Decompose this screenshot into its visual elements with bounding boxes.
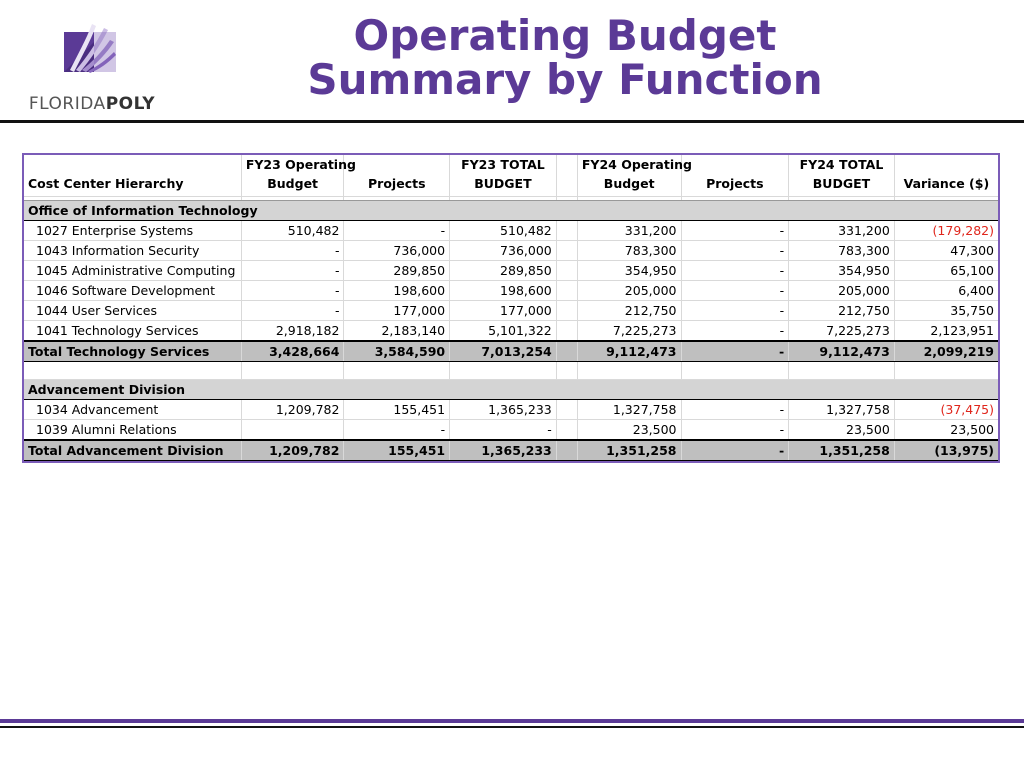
value-cell: 1,351,258 (577, 440, 681, 461)
spacer-row (24, 362, 998, 380)
column-header-line: BUDGET (812, 176, 871, 191)
logo-mark-icon (60, 18, 118, 90)
value-cell: 736,000 (344, 241, 450, 261)
spacer-cell (450, 362, 557, 380)
gap-cell (556, 301, 577, 321)
value-cell: 736,000 (450, 241, 557, 261)
table-row (24, 261, 998, 281)
spacer-cell (577, 362, 681, 380)
value-cell: (13,975) (894, 440, 998, 461)
budget-table-frame (22, 153, 1000, 463)
value-cell: 1,209,782 (241, 400, 344, 420)
value-cell: 1,327,758 (577, 400, 681, 420)
value-cell: - (241, 241, 344, 261)
value-cell: 289,850 (344, 261, 450, 281)
spacer-cell (344, 362, 450, 380)
column-header-line (28, 155, 237, 174)
value-cell: 7,013,254 (450, 341, 557, 362)
column-header-line: Projects (706, 176, 764, 191)
gap-cell (556, 440, 577, 461)
column-header-line: Budget (603, 176, 655, 191)
title-line-2: Summary by Function (307, 55, 823, 104)
value-cell: 354,950 (577, 261, 681, 281)
value-cell: - (681, 400, 789, 420)
value-cell: - (681, 261, 789, 281)
value-cell (241, 420, 344, 441)
value-cell: 23,500 (577, 420, 681, 441)
value-cell: 6,400 (894, 281, 998, 301)
column-header-line: FY24 Operating (581, 157, 692, 172)
logo-wordmark (22, 94, 162, 114)
value-cell: 1,365,233 (450, 440, 557, 461)
value-cell: - (681, 281, 789, 301)
value-cell: 205,000 (789, 281, 895, 301)
value-cell: - (241, 281, 344, 301)
value-cell: 5,101,322 (450, 321, 557, 342)
header-row (24, 155, 998, 197)
table-row (24, 241, 998, 261)
value-cell: 289,850 (450, 261, 557, 281)
value-cell: 331,200 (789, 221, 895, 241)
value-cell: 2,183,140 (344, 321, 450, 342)
florida-poly-logo (22, 14, 162, 114)
section-title: Advancement Division (24, 380, 998, 400)
column-header-line (899, 155, 994, 174)
column-header-line: Projects (368, 176, 426, 191)
spacer-cell (556, 362, 577, 380)
logo-text-florida: FLORIDA (28, 94, 106, 114)
gap-cell (556, 281, 577, 301)
value-cell: 1,327,758 (789, 400, 895, 420)
spacer-cell (681, 362, 789, 380)
row-label: 1046 Software Development (24, 281, 241, 301)
budget-table (24, 155, 998, 461)
column-header (577, 155, 692, 197)
value-cell: 65,100 (894, 261, 998, 281)
logo-text-poly: POLY (105, 94, 156, 114)
column-header-line: FY24 TOTAL (799, 157, 884, 172)
value-cell: 1,209,782 (241, 440, 344, 461)
row-label: 1039 Alumni Relations (24, 420, 241, 441)
value-cell: 783,300 (789, 241, 895, 261)
value-cell: 1,365,233 (450, 400, 557, 420)
value-cell: 2,123,951 (894, 321, 998, 342)
total-row (24, 341, 998, 362)
column-header-line: Variance ($) (903, 176, 990, 191)
gap-cell (556, 400, 577, 420)
value-cell: - (681, 341, 789, 362)
value-cell: - (681, 321, 789, 342)
spacer-cell (241, 362, 344, 380)
table-body (24, 201, 998, 461)
column-header-line (561, 155, 573, 174)
table-row (24, 420, 998, 441)
section-header-row (24, 380, 998, 400)
value-cell: 331,200 (577, 221, 681, 241)
value-cell: - (241, 301, 344, 321)
value-cell: 7,225,273 (789, 321, 895, 342)
value-cell: - (344, 420, 450, 441)
value-cell: 9,112,473 (789, 341, 895, 362)
value-cell: 198,600 (344, 281, 450, 301)
section-title: Office of Information Technology (24, 201, 998, 221)
value-cell: 177,000 (344, 301, 450, 321)
spacer-cell (894, 362, 998, 380)
value-cell: 155,451 (344, 440, 450, 461)
value-cell: 7,225,273 (577, 321, 681, 342)
gap-cell (556, 420, 577, 441)
value-cell: 205,000 (577, 281, 681, 301)
column-header (450, 155, 557, 197)
value-cell: 510,482 (241, 221, 344, 241)
value-cell: 155,451 (344, 400, 450, 420)
value-cell: 35,750 (894, 301, 998, 321)
gap-cell (556, 321, 577, 342)
value-cell: - (241, 261, 344, 281)
value-cell: - (450, 420, 557, 441)
value-cell: - (681, 301, 789, 321)
gap-cell (556, 221, 577, 241)
column-header (556, 155, 577, 197)
row-label: 1045 Administrative Computing (24, 261, 241, 281)
value-cell: - (681, 221, 789, 241)
value-cell: - (681, 440, 789, 461)
row-label: 1041 Technology Services (24, 321, 241, 342)
column-header-line (561, 174, 573, 193)
gap-cell (556, 261, 577, 281)
value-cell: 23,500 (894, 420, 998, 441)
value-cell: - (681, 420, 789, 441)
table-header (24, 155, 998, 201)
table-row (24, 321, 998, 342)
column-header-line: Budget (267, 176, 319, 191)
bottom-accent-rule (0, 719, 1024, 723)
column-header-line (348, 155, 445, 174)
value-cell: 2,918,182 (241, 321, 344, 342)
value-cell: 3,584,590 (344, 341, 450, 362)
value-cell: 1,351,258 (789, 440, 895, 461)
value-cell: 177,000 (450, 301, 557, 321)
column-header (681, 155, 789, 197)
column-header (789, 155, 895, 197)
column-header-line: Cost Center Hierarchy (28, 176, 184, 191)
table-row (24, 400, 998, 420)
total-row (24, 440, 998, 461)
column-header (344, 155, 450, 197)
table-row (24, 281, 998, 301)
table-row (24, 301, 998, 321)
column-header-line: FY23 Operating (245, 157, 356, 172)
value-cell: 47,300 (894, 241, 998, 261)
row-label: Total Advancement Division (24, 440, 241, 461)
value-cell: - (344, 221, 450, 241)
value-cell: 212,750 (789, 301, 895, 321)
title-line-1: Operating Budget (353, 11, 777, 60)
gap-cell (556, 341, 577, 362)
row-label: 1027 Enterprise Systems (24, 221, 241, 241)
row-label: 1043 Information Security (24, 241, 241, 261)
row-label: Total Technology Services (24, 341, 241, 362)
gap-cell (556, 241, 577, 261)
value-cell: (179,282) (894, 221, 998, 241)
column-header-line: FY23 TOTAL (461, 157, 545, 172)
spacer-cell (24, 362, 241, 380)
value-cell: 3,428,664 (241, 341, 344, 362)
column-header (24, 155, 241, 197)
value-cell: 510,482 (450, 221, 557, 241)
column-header-line: BUDGET (474, 176, 532, 191)
value-cell: (37,475) (894, 400, 998, 420)
value-cell: - (681, 241, 789, 261)
top-divider (0, 120, 1024, 123)
value-cell: 9,112,473 (577, 341, 681, 362)
value-cell: 783,300 (577, 241, 681, 261)
column-header (241, 155, 356, 197)
value-cell: 354,950 (789, 261, 895, 281)
column-header-line (686, 155, 785, 174)
value-cell: 2,099,219 (894, 341, 998, 362)
table-row (24, 221, 998, 241)
bottom-divider (0, 726, 1024, 728)
section-header-row (24, 201, 998, 221)
spacer-cell (789, 362, 895, 380)
row-label: 1034 Advancement (24, 400, 241, 420)
column-header (894, 155, 998, 197)
value-cell: 212,750 (577, 301, 681, 321)
value-cell: 23,500 (789, 420, 895, 441)
page-title (250, 11, 880, 104)
row-label: 1044 User Services (24, 301, 241, 321)
value-cell: 198,600 (450, 281, 557, 301)
